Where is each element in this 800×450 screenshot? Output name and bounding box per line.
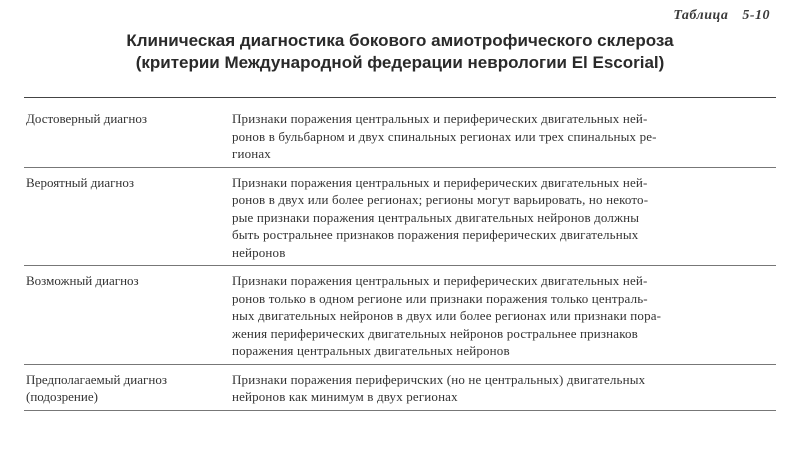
diagnosis-criteria	[232, 174, 776, 262]
diagnosis-name-line: (подозрение)	[26, 388, 98, 404]
diagnosis-name-line: Возможный диагноз	[26, 273, 139, 288]
diagnosis-criteria	[232, 110, 776, 163]
table-label	[673, 8, 770, 24]
title-line-2: (критерии Международной федерации неврологии El Escorial)	[135, 53, 665, 72]
diagnosis-name	[24, 110, 232, 163]
diagnosis-criteria	[232, 371, 776, 406]
table-word: Таблица	[673, 8, 729, 23]
diagnosis-name	[24, 272, 232, 360]
page-title	[0, 30, 800, 74]
title-line-1: Клиническая диагностика бокового амиотрофического склероза	[126, 31, 674, 50]
diagnosis-name	[24, 371, 232, 406]
criteria-line: ных двигательных нейронов в двух или более регионах или признаки пора-	[232, 308, 662, 323]
criteria-line: рые признаки поражения центральных двигательных нейронов должны	[232, 209, 640, 225]
criteria-line: ронов в бульбарном и двух спинальных регионах или трех спинальных ре-	[232, 128, 657, 144]
diagnosis-name-line: Вероятный диагноз	[26, 174, 135, 190]
diagnosis-criteria	[232, 272, 776, 360]
table-row	[24, 104, 776, 168]
criteria-line: быть ростральнее признаков поражения периферических двигательных	[232, 227, 639, 242]
criteria-line: Признаки поражения центральных и периферических двигательных ней-	[232, 273, 648, 288]
criteria-line: гионах	[232, 146, 271, 161]
criteria-line: ронов только в одном регионе или признаки поражения только централь-	[232, 290, 648, 306]
table-row	[24, 266, 776, 365]
criteria-line: ронов в двух или более регионах; регионы могут варьировать, но некото-	[232, 192, 649, 207]
criteria-line: нейронов как минимум в двух регионах	[232, 389, 458, 404]
diagnosis-name-line: Предполагаемый диагноз	[26, 371, 167, 387]
table-number: 5-10	[742, 8, 770, 23]
table-row	[24, 168, 776, 267]
criteria-line: жения периферических двигательных нейронов ростральнее признаков	[232, 325, 638, 341]
criteria-line: Признаки поражения центральных и периферических двигательных ней-	[232, 111, 648, 126]
diagnosis-name-line: Достоверный диагноз	[26, 111, 147, 126]
diagnosis-name	[24, 174, 232, 262]
criteria-table	[24, 104, 776, 411]
criteria-line: Признаки поражения периферичских (но не центральных) двигательных	[232, 371, 646, 387]
table-row	[24, 365, 776, 411]
criteria-line: поражения центральных двигательных нейронов	[232, 343, 510, 358]
criteria-line: Признаки поражения центральных и периферических двигательных ней-	[232, 174, 648, 190]
criteria-line: нейронов	[232, 244, 286, 260]
top-rule	[24, 97, 776, 98]
